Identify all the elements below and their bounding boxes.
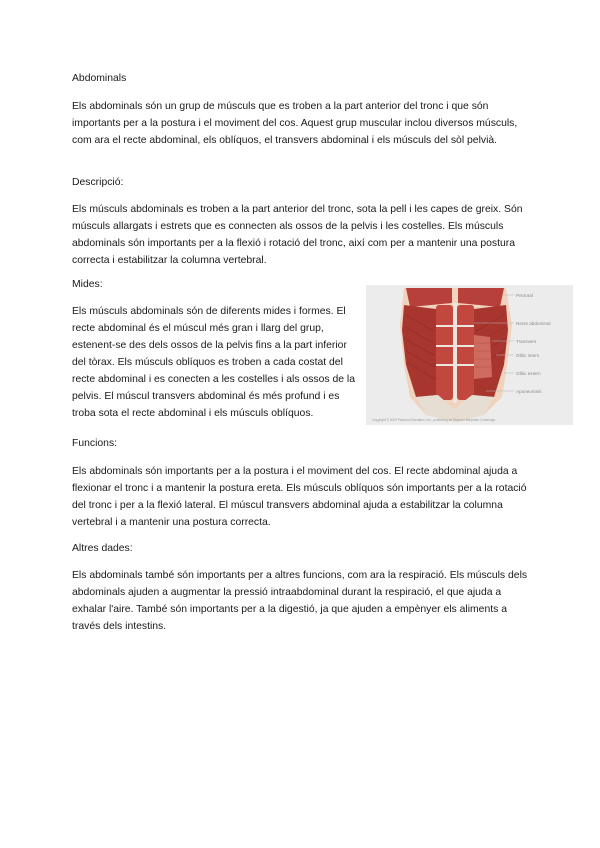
section-heading-functions: Funcions: (72, 438, 118, 449)
sizes-text: Els músculs abdominals són de diferents mides i formes. El recte abdominal és el múscul més gran i llarg del grup, estenent-se des dels ossos de la pelvis fins a la part inferior del tòrax. Els músculs oblíquos es troben a cada costat del recte abdominal i es conecten a les costelles i als ossos de la pelvis. El múscul transvers abdominal és més profund i es troba sota el recte abdominal i els músculs oblíquos. (72, 306, 356, 419)
description-text: Els músculs abdominals es troben a la part anterior del tronc, sota la pell i les capes de greix. Són músculs allargats i estrets que es connecten als ossos de la pelvis i les costelles. Els músculs abdominals són importants per a la flexió i rotació del tronc, així com per a mantenir una postura correcta i estabilitzar la columna vertebral. (72, 204, 523, 266)
document-title: Abdominals (72, 73, 127, 84)
other-data-text: Els abdominals també són importants per a altres funcions, com ara la respiració. Els músculs dels abdominals ajuden a augmentar la pressió intraabdominal durant la respiració, el que ajuda a exhalar l'aire. També són importants per a la digestió, ja que ajuden a empènyer els aliments a través dels intestins. (72, 570, 528, 632)
section-body-sizes (72, 303, 358, 422)
section-heading-sizes: Mides: (72, 279, 103, 290)
section-body-functions (72, 463, 528, 531)
label-internal-oblique: Oblic intern (516, 353, 540, 358)
section-body-description (72, 201, 528, 269)
label-aponeurosis: Aponeurosis (516, 389, 542, 394)
anatomy-drawing (366, 285, 573, 425)
section-heading-other-data: Altres dades: (72, 543, 133, 554)
label-pectoral: Pectoral (516, 293, 533, 298)
section-body-other-data (72, 567, 528, 635)
abdominal-muscles-illustration (366, 285, 573, 425)
intro-paragraph (72, 98, 528, 149)
label-rectus-abdominis: Recte abdominal (516, 321, 551, 326)
intro-text: Els abdominals són un grup de músculs que es troben a la part anterior del tronc i que són importants per a la postura i el moviment del cos. Aquest grup muscular inclou diversos músculs, com ara el recte abdominal, els oblíquos, el transvers abdominal i els músculs del sòl pelvià. (72, 101, 518, 146)
label-external-oblique: Oblic extern (516, 371, 541, 376)
functions-text: Els abdominals són importants per a la postura i el moviment del cos. El recte abdominal ajuda a flexionar el tronc i a mantenir la postura ereta. Els músculs oblíquos són importants per a la rotació del tronc i per a la flexió lateral. El múscul transvers abdominal ajuda a estabilitzar la columna vertebral i a mantenir una postura correcta. (72, 466, 527, 528)
label-transversus: Transvers (516, 339, 537, 344)
section-heading-description: Descripció: (72, 177, 124, 188)
figure-caption: Copyright © 2009 Pearson Education, Inc., publishing as Pearson Benjamin Cummings. (372, 418, 496, 422)
